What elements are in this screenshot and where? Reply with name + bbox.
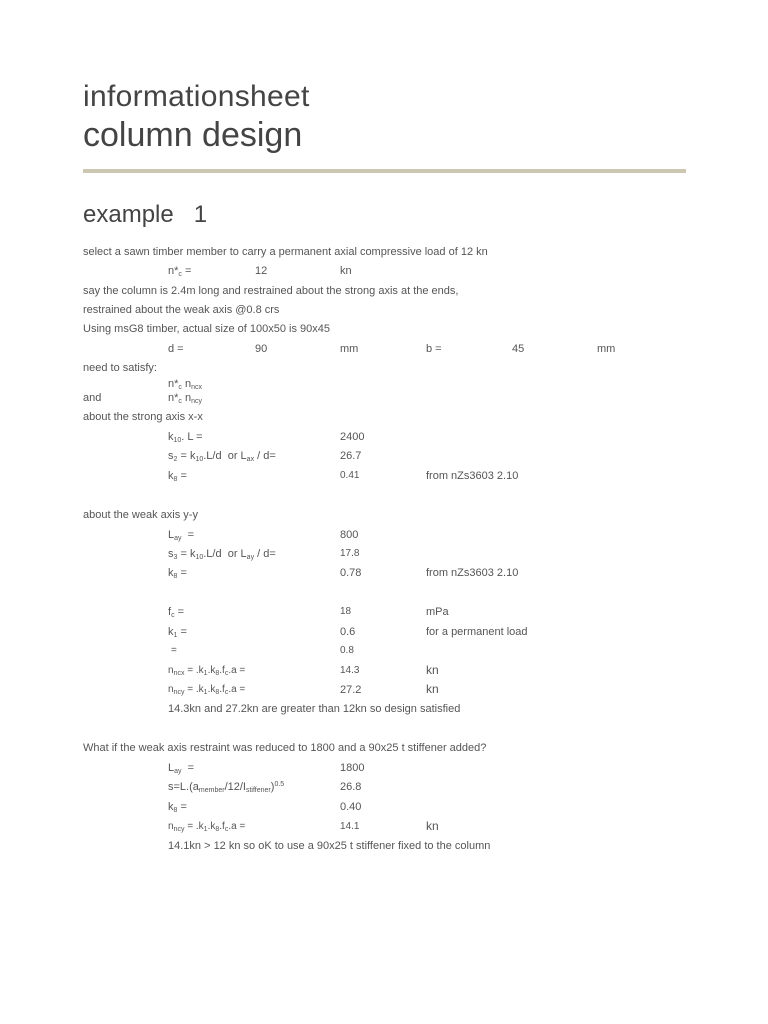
b-value: 45 [512, 343, 525, 355]
whatif-ncy-value: 14.1 [340, 821, 360, 832]
nc-label: $n*_c$ = [168, 265, 192, 278]
whatif-ncy-label: $n_{ncy} = .k_1.k_8.f_c.a$ = [168, 821, 246, 833]
condition-x: $n*_c$ $n_{ncx}$ [168, 378, 202, 391]
k10-label: $k_{10}$. L = [168, 431, 203, 444]
whatif-conclusion: 14.1kn > 12 kn so oK to use a 90x25 t stiffener fixed to the column [168, 840, 491, 852]
s3-label: $s_3 = k_{10}.L/d$ or $L_{ay} / d=$ [168, 548, 276, 561]
condition-y: $n*_c$ $n_{ncy}$ [168, 392, 202, 405]
page-title-line1: informationsheet [83, 80, 310, 113]
d-value: 90 [255, 343, 268, 355]
whatif-lay-label: $L_{ay}$ = [168, 762, 195, 775]
ncx-value: 14.3 [340, 665, 360, 676]
intro-line2: say the column is 2.4m long and restrained about the strong axis at the ends, [83, 285, 459, 297]
example-label: example [83, 201, 174, 228]
example-heading [83, 201, 207, 229]
k8-strong-label: $k_8$ = [168, 470, 187, 483]
d-unit: mm [340, 343, 359, 355]
whatif-k8-value: 0.40 [340, 801, 362, 813]
ncy-label: $n_{ncy} = .k_1.k_8.f_c.a$ = [168, 684, 246, 696]
k8-strong-value: 0.41 [340, 470, 360, 481]
capacity-conclusion: 14.3kn and 27.2kn are greater than 12kn so design satisfied [168, 703, 461, 715]
ncx-unit: kn [426, 663, 439, 677]
d-label: d = [168, 343, 184, 355]
weak-axis-heading: about the weak axis y-y [83, 509, 198, 521]
s2-label: $s_2 = k_{10}.L/d$ or $L_{ax} / d=$ [168, 450, 276, 463]
phi-label: = [171, 645, 177, 656]
b-unit: mm [597, 343, 616, 355]
b-label: b = [426, 343, 442, 355]
need-to-satisfy: need to satisfy: [83, 362, 157, 374]
s3-value: 17.8 [340, 548, 360, 559]
k1-value: 0.6 [340, 626, 356, 638]
header-divider [83, 169, 686, 173]
s2-value: 26.7 [340, 450, 362, 462]
whatif-k8-label: $k_8$ = [168, 801, 187, 814]
whatif-lay-value: 1800 [340, 762, 365, 774]
k1-label: $k_1$ = [168, 626, 187, 639]
lay-value: 800 [340, 529, 359, 541]
k10-value: 2400 [340, 431, 365, 443]
fc-label: $f_c$ = [168, 606, 185, 619]
k8-weak-ref: from nZs3603 2.10 [426, 567, 519, 579]
page-title-line2: column design [83, 116, 303, 154]
intro-line4: Using msG8 timber, actual size of 100x50 is 90x45 [83, 323, 331, 335]
nc-unit: kn [340, 265, 352, 277]
strong-axis-heading: about the strong axis x-x [83, 411, 203, 423]
fc-unit: mPa [426, 606, 449, 618]
intro-line3: restrained about the weak axis @0.8 crs [83, 304, 280, 316]
example-number: 1 [193, 201, 208, 228]
nc-value: 12 [255, 265, 268, 277]
whatif-s-label: $s=L.(a_{member}/12/I_{stiffener})^{0.5}$ [168, 781, 285, 794]
intro-line1: select a sawn timber member to carry a permanent axial compressive load of 12 kn [83, 246, 488, 258]
k8-strong-ref: from nZs3603 2.10 [426, 470, 519, 482]
whatif-question: What if the weak axis restraint was reduced to 1800 and a 90x25 t stiffener added? [83, 742, 487, 754]
k8-weak-label: $k_8$ = [168, 567, 187, 580]
k1-note: for a permanent load [426, 626, 528, 638]
whatif-ncy-unit: kn [426, 819, 439, 833]
ncy-unit: kn [426, 682, 439, 696]
lay-label: $L_{ay}$ = [168, 529, 195, 542]
and-label: and [83, 392, 102, 404]
fc-value: 18 [340, 606, 352, 617]
whatif-s-value: 26.8 [340, 781, 362, 793]
ncx-label: $n_{ncx} = .k_1.k_8.f_c.a$ = [168, 665, 246, 677]
phi-value: 0.8 [340, 645, 354, 656]
k8-weak-value: 0.78 [340, 567, 362, 579]
ncy-value: 27.2 [340, 684, 362, 696]
